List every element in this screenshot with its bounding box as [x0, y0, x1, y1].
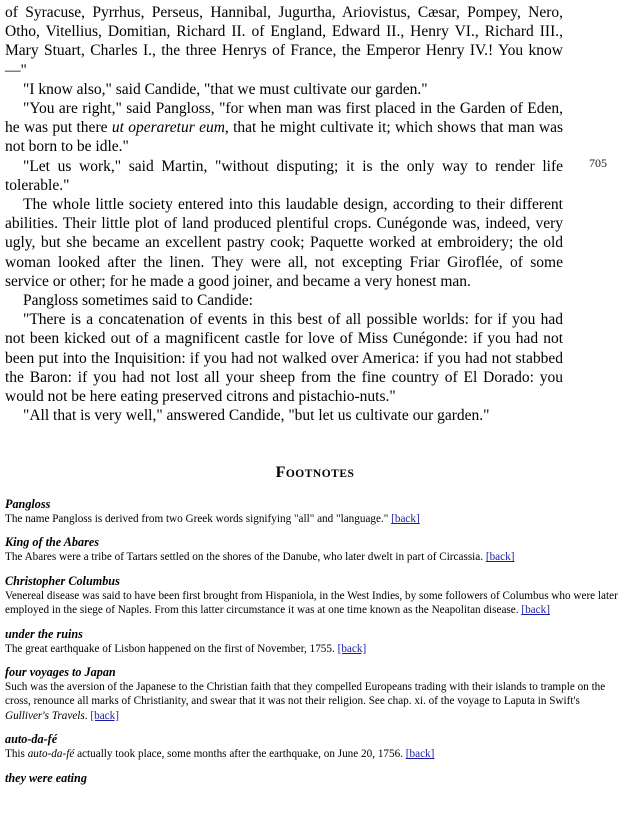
- back-link[interactable]: [back]: [90, 709, 119, 722]
- back-link[interactable]: [back]: [521, 604, 550, 617]
- text-run: Such was the aversion of the Japanese to the Christian faith that they compelled Europeans trading with their islands to trample on the cross, renounce all marks of Christianity, and swear that it was not their religion. See chap. xi. of the voyage to Laputa in Swift's: [5, 681, 606, 708]
- footnote: [5, 627, 623, 656]
- text-run: "You are right," said Pangloss, "for when man was first placed in the Garden of Eden, he was put there: [5, 100, 563, 137]
- paragraph: [5, 195, 563, 291]
- footnote-heading: auto-da-fé: [5, 732, 58, 747]
- paragraph: [5, 406, 563, 425]
- back-link[interactable]: [back]: [485, 551, 515, 564]
- paragraph: [5, 99, 563, 157]
- footnotes-heading-initial: F: [275, 464, 286, 481]
- text-run: The name Pangloss is derived from two Greek words signifying "all" and "language.": [5, 513, 392, 525]
- footnote-heading: they were eating: [5, 770, 87, 785]
- text-run: The great earthquake of Lisbon happened on the first of November, 1755.: [5, 642, 338, 655]
- back-link[interactable]: [back]: [405, 748, 435, 761]
- footnotes-heading: [0, 464, 630, 482]
- footnote-body: [5, 550, 623, 564]
- footnote-heading: King of the Abares: [5, 535, 100, 550]
- footnote: [5, 574, 623, 618]
- text-run: The Abares were a tribe of Tartars settled on the shores of the Danube, who later dwelt in part of Circassia.: [5, 551, 486, 564]
- text-run: Venereal disease was said to have been first brought from Hispaniola, in the West Indies, by some followers of Columbus who were later employed in the siege of Naples. From this latter circumstance it was at one time known as the Neapolitan disease.: [5, 589, 618, 617]
- footnote-heading: under the ruins: [5, 626, 83, 641]
- footnote-body: [5, 589, 623, 618]
- text-run: "All that is very well," answered Candide, "but let us cultivate our garden.": [23, 407, 490, 425]
- footnote-heading: four voyages to Japan: [5, 665, 116, 680]
- italic-text: ut operaretur eum: [111, 119, 225, 137]
- italic-text: auto-da-fé: [27, 748, 75, 761]
- text-run: "There is a concatenation of events in this best of all possible worlds: for if you had not been kicked out of a magnificent castle for love of Miss Cunégonde: if you had not been put into the Inquisition: if you had not walked over America: if you had not stabbed the Baron: if you had not lost all your sheep from the fine country of El Dorado: you would not be here eating preserved citrons and pistachio-nuts.": [5, 311, 563, 406]
- text-run: "I know also," said Candide, "that we must cultivate our garden.": [23, 80, 428, 98]
- text-run: .: [84, 709, 91, 722]
- footnote-body: [5, 747, 623, 761]
- text-run: The whole little society entered into this laudable design, according to their different abilities. Their little plot of land produced plentiful crops. Cunégonde was, indeed, very ugly, but she became an excellent pastry cook; Paquette worked at embroidery; the old woman looked after the linen. They were all, not excepting Friar Giroflée, of some service or other; for he made a good joiner, and became a very honest man.: [5, 196, 563, 290]
- footnote: [5, 665, 623, 723]
- footnote: [5, 535, 623, 564]
- paragraph: [5, 291, 563, 310]
- footnote-body: [5, 512, 623, 526]
- paragraph: [5, 310, 563, 406]
- footnote-body: [5, 680, 623, 723]
- back-link[interactable]: [back]: [391, 513, 420, 525]
- paragraph: [5, 3, 563, 80]
- footnote: [5, 771, 623, 786]
- text-run: actually took place, some months after the earthquake, on June 20, 1756.: [74, 748, 406, 761]
- text-run: Pangloss sometimes said to Candide:: [23, 292, 253, 310]
- page-number: 705: [589, 156, 607, 170]
- text-run: This: [5, 748, 28, 761]
- footnote-heading: Pangloss: [5, 497, 51, 511]
- footnote-body: [5, 642, 623, 656]
- paragraph: [5, 80, 563, 99]
- italic-text: Gulliver's Travels: [5, 709, 85, 722]
- footnotes-list: [5, 497, 623, 795]
- footnote-heading: Christopher Columbus: [5, 573, 120, 588]
- footnote: [5, 497, 623, 526]
- paragraph: [5, 157, 563, 195]
- text-run: , that he might cultivate it; which shows that man was not born to be idle.": [5, 119, 563, 156]
- back-link[interactable]: [back]: [337, 642, 367, 655]
- main-text: [5, 3, 563, 425]
- footnotes-heading-rest: OOTNOTES: [285, 468, 355, 480]
- text-run: "Let us work," said Martin, "without disputing; it is the only way to render life tolerable.": [5, 157, 563, 194]
- footnote: [5, 732, 623, 761]
- text-run: of Syracuse, Pyrrhus, Perseus, Hannibal, Jugurtha, Ariovistus, Cæsar, Pompey, Nero, Otho, Vitellius, Domitian, Richard II. of England, Edward II., Henry VI., Richard III., Mary Stuart, Charles I., the three Henrys of France, the Emperor Henry IV.! You know—": [5, 4, 563, 79]
